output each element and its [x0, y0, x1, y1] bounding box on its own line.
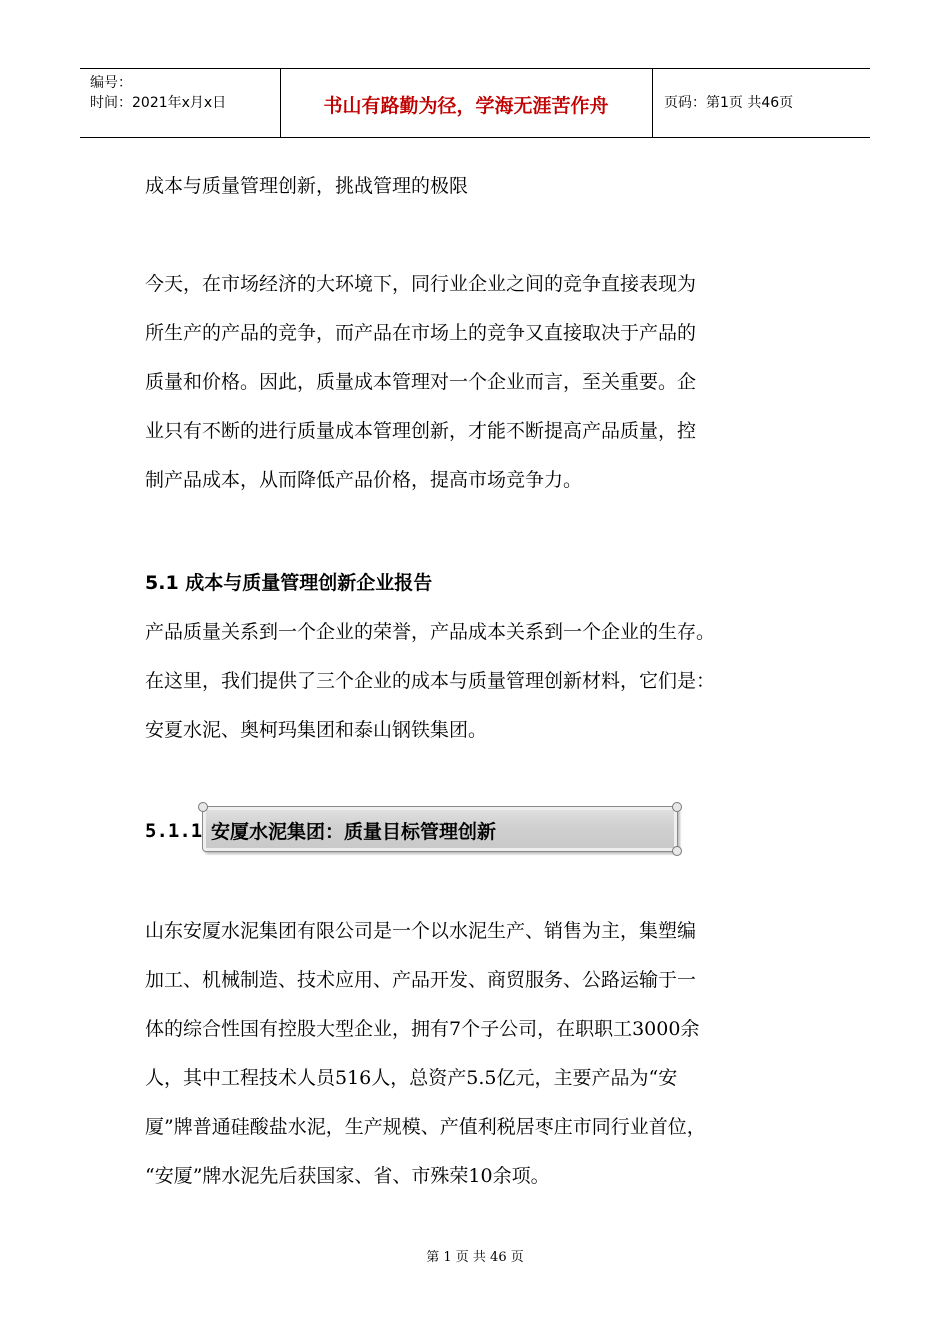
- subsection-title: 安厦水泥集团：质量目标管理创新: [211, 821, 497, 843]
- intro-line: 制产品成本，从而降低产品价格，提高市场竞争力。: [145, 469, 583, 491]
- body-line: 山东安厦水泥集团有限公司是一个以水泥生产、销售为主，集塑编: [145, 920, 697, 942]
- header-page-info: 页码：第1页 共46页: [664, 95, 794, 111]
- subsection-title-banner: [202, 806, 678, 852]
- document-title: 成本与质量管理创新，挑战管理的极限: [145, 175, 469, 197]
- header-meta: [90, 73, 226, 113]
- intro-line: 所生产的产品的竞争，而产品在市场上的竞争又直接取决于产品的: [145, 322, 697, 344]
- page-header: [80, 68, 870, 138]
- scroll-curl-icon: [672, 846, 682, 856]
- section-line: 安夏水泥、奥柯玛集团和泰山钢铁集团。: [145, 719, 488, 741]
- header-time-label: 时间：2021年x月x日: [90, 95, 227, 111]
- intro-line: 今天，在市场经济的大环境下，同行业企业之间的竞争直接表现为: [145, 273, 697, 295]
- intro-line: 业只有不断的进行质量成本管理创新，才能不断提高产品质量，控: [145, 420, 697, 442]
- body-line: 厦”牌普通硅酸盐水泥，生产规模、产值利税居枣庄市同行业首位，: [145, 1116, 706, 1138]
- body-line: 人，其中工程技术人员516人，总资产5.5亿元，主要产品为“安: [145, 1067, 678, 1089]
- subsection-number: 5.1.1: [145, 820, 203, 842]
- section-line: 产品质量关系到一个企业的荣誉，产品成本关系到一个企业的生存。: [145, 621, 716, 643]
- page-footer: 第 1 页 共 46 页: [426, 1250, 524, 1265]
- scroll-curl-icon: [198, 802, 208, 812]
- section-heading: 5.1 成本与质量管理创新企业报告: [145, 572, 433, 594]
- intro-line: 质量和价格。因此，质量成本管理对一个企业而言，至关重要。企: [145, 371, 697, 393]
- body-line: 加工、机械制造、技术应用、产品开发、商贸服务、公路运输于一: [145, 969, 697, 991]
- section-line: 在这里，我们提供了三个企业的成本与质量管理创新材料，它们是：: [145, 670, 716, 692]
- header-number-label: 编号：: [90, 75, 132, 91]
- scroll-curl-icon: [672, 802, 682, 812]
- header-motto: 书山有路勤为径，学海无涯苦作舟: [323, 95, 609, 117]
- body-line: 体的综合性国有控股大型企业，拥有7个子公司，在职职工3000余: [145, 1018, 700, 1040]
- header-divider: [652, 69, 653, 137]
- body-line: “安厦”牌水泥先后获国家、省、市殊荣10余项。: [145, 1165, 550, 1187]
